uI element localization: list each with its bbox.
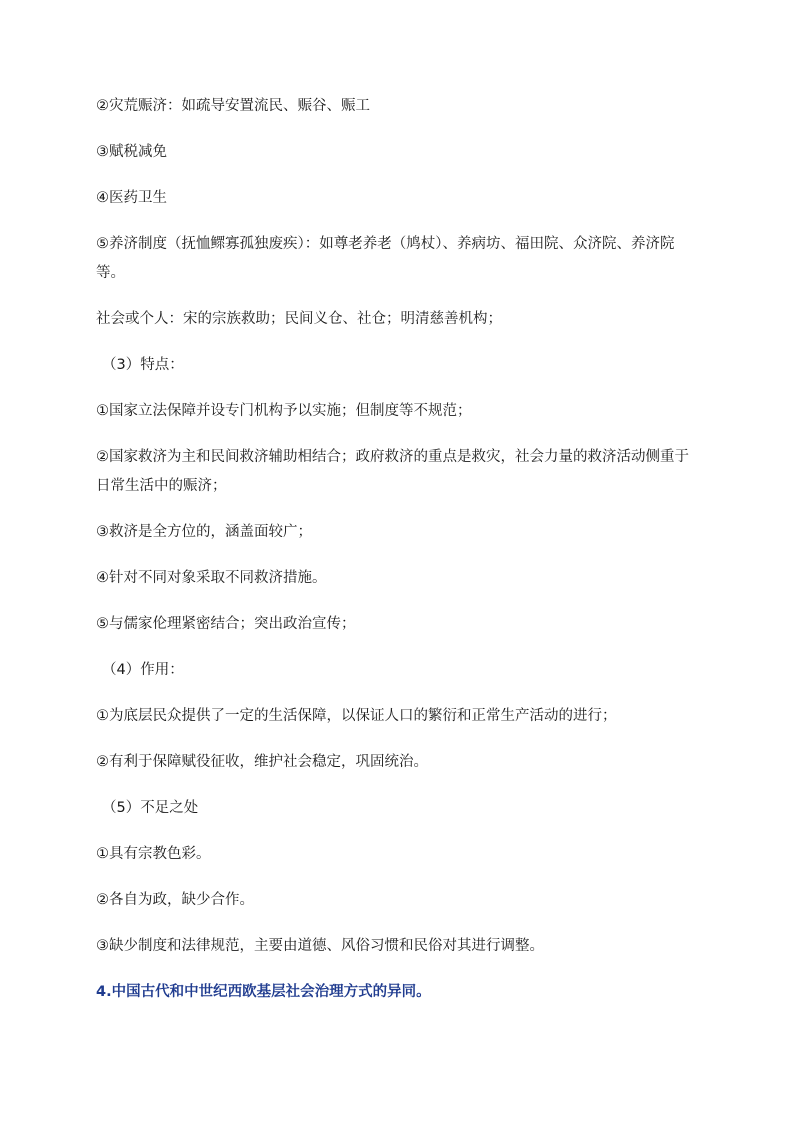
feature-4: ④针对不同对象采取不同救济措施。 bbox=[96, 570, 327, 586]
line-disaster-relief: ②灾荒赈济：如疏导安置流民、赈谷、赈工 bbox=[96, 98, 370, 114]
section-features-title: （3）特点： bbox=[102, 357, 184, 373]
shortcoming-2: ②各自为政，缺少合作。 bbox=[96, 892, 254, 908]
line-social-individual: 社会或个人：宋的宗族救助；民间义仓、社仓；明清慈善机构； bbox=[96, 311, 502, 327]
feature-3: ③救济是全方位的，涵盖面较广； bbox=[96, 524, 312, 540]
section-effects-title: （4）作用： bbox=[102, 662, 184, 678]
section-heading-4: 4.中国古代和中世纪西欧基层社会治理方式的异同。 bbox=[96, 984, 431, 1000]
effect-2: ②有利于保障赋役征收，维护社会稳定，巩固统治。 bbox=[96, 754, 428, 770]
document-body bbox=[96, 92, 700, 1007]
section-shortcomings-title: （5）不足之处 bbox=[102, 800, 199, 816]
line-medical: ④医药卫生 bbox=[96, 190, 167, 206]
line-tax-reduction: ③赋税减免 bbox=[96, 144, 167, 160]
shortcoming-1: ①具有宗教色彩。 bbox=[96, 846, 211, 862]
feature-5: ⑤与儒家伦理紧密结合；突出政治宣传； bbox=[96, 616, 356, 632]
feature-2: ②国家救济为主和民间救济辅助相结合；政府救济的重点是救灾，社会力量的救济活动侧重于日常生活中的赈济； bbox=[96, 449, 689, 494]
effect-1: ①为底层民众提供了一定的生活保障，以保证人口的繁衍和正常生产活动的进行； bbox=[96, 708, 617, 724]
feature-1: ①国家立法保障并设专门机构予以实施；但制度等不规范； bbox=[96, 403, 472, 419]
shortcoming-3: ③缺少制度和法律规范，主要由道德、风俗习惯和民俗对其进行调整。 bbox=[96, 938, 544, 954]
line-welfare-system: ⑤养济制度（抚恤鳏寡孤独废疾）：如尊老养老（鸠杖）、养病坊、福田院、众济院、养济院等。 bbox=[96, 236, 675, 281]
